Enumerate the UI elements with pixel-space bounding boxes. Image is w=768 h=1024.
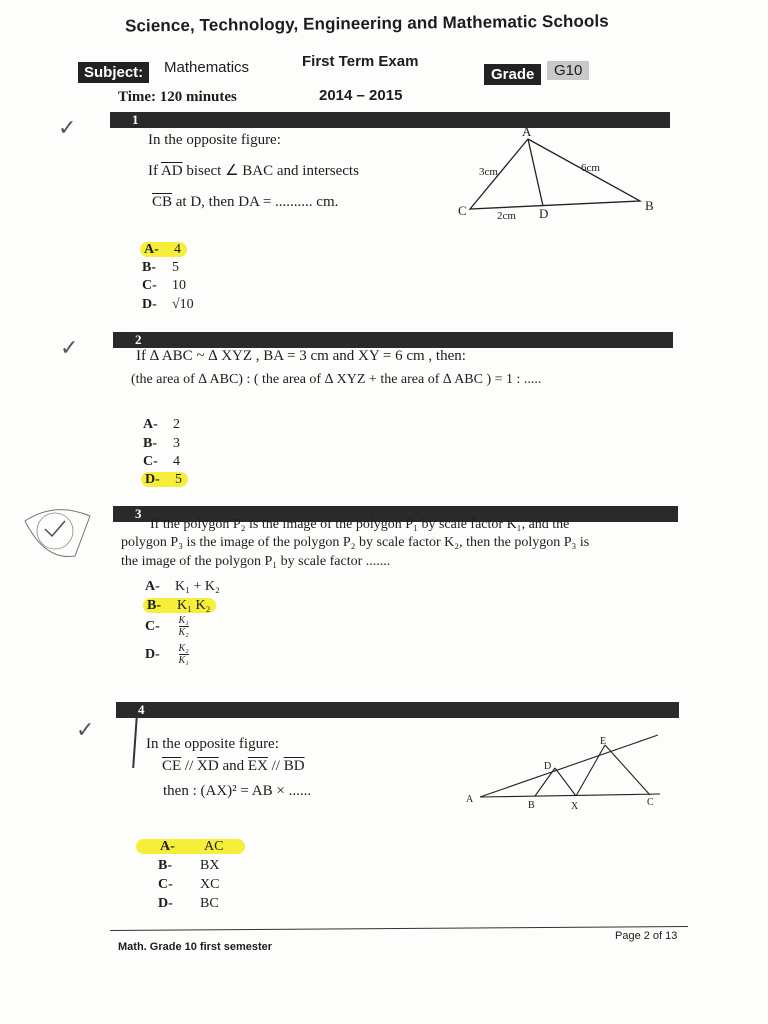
- label-cd: 2cm: [497, 210, 516, 222]
- option-d[interactable]: D- √10: [142, 297, 194, 312]
- exam-title: First Term Exam: [302, 53, 419, 70]
- option-d[interactable]: D- 5: [141, 471, 188, 488]
- question-number: 1: [132, 112, 139, 127]
- subject-value: Mathematics: [164, 59, 250, 76]
- school-title: Science, Technology, Engineering and Mathematic Schools: [124, 11, 609, 36]
- parallel-symbol: //: [271, 758, 280, 774]
- question-4-line-3: then : (AX)² = AB × ......: [163, 783, 312, 799]
- point-b: B: [528, 800, 535, 811]
- option-b[interactable]: B- BX: [158, 858, 220, 873]
- question-bar-2: 2: [113, 332, 673, 348]
- option-c[interactable]: C- 4: [143, 454, 180, 469]
- segment-bd: $\overline{BD}$: [283, 758, 305, 774]
- footer-course: Math. Grade 10 first semester: [118, 941, 273, 953]
- grade-label: Grade: [484, 64, 541, 85]
- question-1-text: at D, then DA = .......... cm.: [175, 194, 339, 210]
- label-ab: 6cm: [581, 162, 600, 174]
- option-a[interactable]: A- AC: [136, 838, 245, 855]
- point-x: X: [571, 801, 579, 812]
- fraction: $\frac{\text{K₁}}{\text{K₂}}$: [178, 615, 189, 638]
- vertex-d: D: [539, 206, 549, 221]
- option-b[interactable]: B- 5: [142, 260, 179, 275]
- segment-cb: $\overline{CB}$: [152, 194, 173, 210]
- question-1-text: bisect ∠ BAC and intersects: [186, 163, 359, 179]
- question-3-line-3: the image of the polygon P₁ by scale factor .......: [121, 554, 391, 569]
- vertex-a: A: [522, 124, 532, 139]
- question-4-line-2: $\overline{CE} // \overline{XD}$ and $\overline{EX} // \overline{BD}$: [162, 758, 305, 774]
- segment-xd: $\overline{XD}$: [197, 758, 219, 774]
- option-b[interactable]: B- 3: [143, 436, 180, 451]
- option-a[interactable]: A- 4: [140, 241, 187, 258]
- question-bar-4: 4: [116, 702, 679, 718]
- option-b[interactable]: B- K₁ K₂: [143, 597, 216, 614]
- question-3-line-2: polygon P₃ is the image of the polygon P₂ by scale factor K₂, then the polygon P₃ is: [121, 535, 590, 550]
- page-number: Page 2 of 13: [615, 930, 678, 942]
- question-4-intro: In the opposite figure:: [146, 736, 279, 752]
- point-c: C: [647, 797, 654, 808]
- parallel-symbol: //: [184, 758, 194, 774]
- if-word: If: [148, 163, 158, 179]
- option-a[interactable]: A- K₁ + K₂: [145, 579, 220, 594]
- exam-year: 2014 – 2015: [319, 87, 403, 104]
- segment-ce: $\overline{CE}$: [162, 758, 182, 774]
- option-a[interactable]: A- 2: [143, 417, 180, 432]
- fraction: $\frac{\text{K₂}}{\text{K₁}}$: [178, 643, 189, 666]
- check-mark-icon: ✓: [58, 116, 77, 141]
- vertex-c: C: [458, 203, 467, 218]
- segment-ad: $\overline{AD}$: [160, 163, 183, 179]
- subject-label: Subject:: [78, 62, 149, 83]
- question-1-line-3: [152, 192, 338, 212]
- check-mark-icon: ✓: [76, 718, 95, 743]
- pen-stroke: [132, 716, 138, 768]
- label-ac: 3cm: [479, 166, 498, 178]
- question-1-intro: In the opposite figure:: [148, 132, 281, 148]
- point-d: D: [544, 761, 552, 772]
- option-d[interactable]: D- BC: [158, 896, 219, 911]
- exam-time: Time: 120 minutes: [118, 89, 237, 105]
- parallel-lines-figure: [460, 732, 670, 812]
- pencil-sketch: [15, 496, 110, 566]
- question-2-line-2: (the area of ∆ ABC) : ( the area of ∆ XYZ + the area of ∆ ABC ) = 1 : .....: [131, 372, 542, 387]
- option-c[interactable]: C- $\frac{\text{K₁}}{\text{K₂}}$: [145, 615, 189, 638]
- check-mark-icon: ✓: [60, 336, 79, 361]
- option-c[interactable]: C- XC: [158, 877, 220, 892]
- point-e: E: [600, 736, 607, 747]
- question-bar-3: 3: [113, 506, 678, 522]
- question-3-line-1: If the polygon P₂ is the image of the polygon P₁ by scale factor K₁, and the: [150, 517, 570, 532]
- footer-divider: [110, 926, 688, 931]
- question-1-line-2: [148, 161, 359, 181]
- option-d[interactable]: D- $\frac{\text{K₂}}{\text{K₁}}$: [145, 643, 189, 666]
- segment-ex: $\overline{EX}$: [247, 758, 268, 774]
- question-2-line-1: If ∆ ABC ~ ∆ XYZ , BA = 3 cm and XY = 6 cm , then:: [136, 348, 466, 364]
- triangle-figure: [455, 124, 665, 224]
- vertex-b: B: [645, 198, 654, 213]
- point-a: A: [466, 794, 474, 805]
- option-c[interactable]: C- 10: [142, 278, 186, 293]
- grade-value: G10: [547, 61, 589, 80]
